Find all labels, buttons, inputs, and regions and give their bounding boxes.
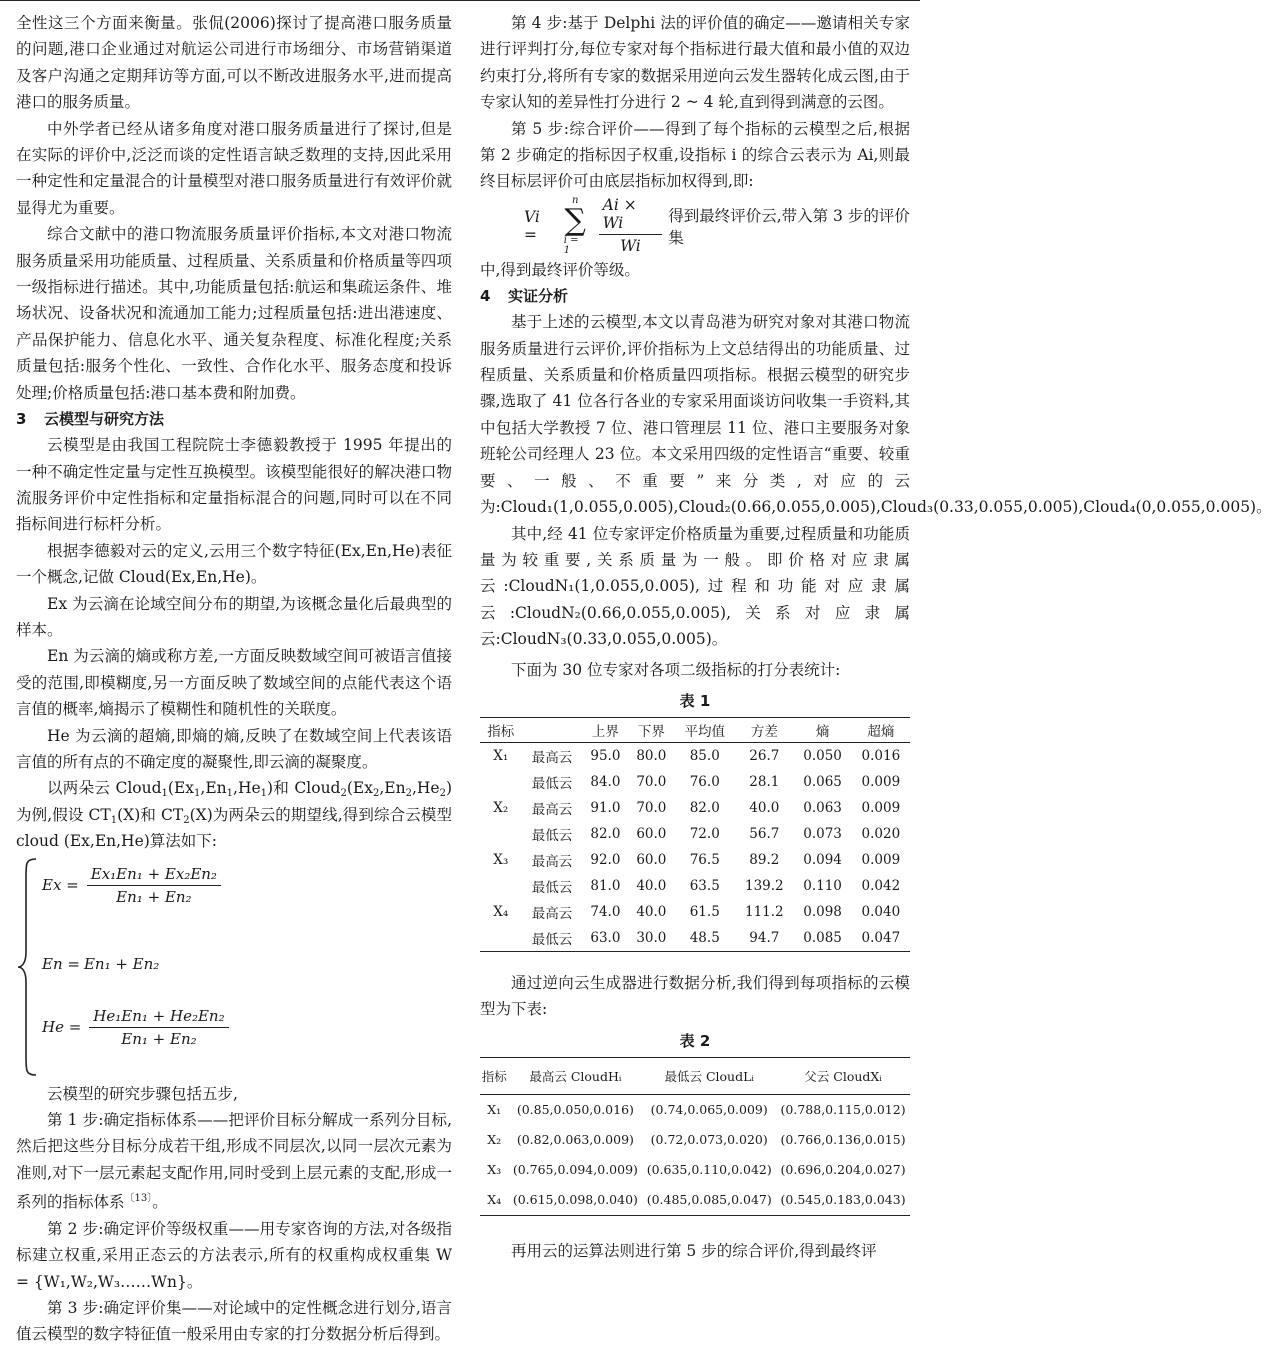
table-cell: 81.0 bbox=[590, 877, 621, 894]
table-cell: 89.2 bbox=[749, 851, 780, 868]
table-cell: 76.0 bbox=[689, 773, 720, 790]
paragraph: 第 3 步:确定评价集——对论域中的定性概念进行划分,语言值云模型的数字特征值一般采用由专家的打分数据分析后得到。 bbox=[16, 1299, 452, 1344]
table-cell: 60.0 bbox=[636, 825, 667, 842]
table-cell: 139.2 bbox=[745, 877, 784, 894]
table-row bbox=[480, 1125, 910, 1155]
paragraph: 中,得到最终评价等级。 bbox=[480, 260, 640, 279]
sigma-sum: n ∑ i = 1 bbox=[563, 194, 586, 256]
table-cell: 74.0 bbox=[590, 903, 621, 920]
paragraph: Ex 为云滴在论域空间分布的期望,为该概念量化后最典型的样本。 bbox=[16, 594, 452, 639]
table-cell: 40.0 bbox=[636, 903, 667, 920]
table-row bbox=[480, 1094, 910, 1125]
table-cell: (0.635,0.110,0.042) bbox=[646, 1162, 772, 1178]
table1-header-cell: 平均值 bbox=[674, 717, 735, 742]
table-cell: 80.0 bbox=[636, 747, 667, 764]
table-cell: X₃ bbox=[487, 1162, 502, 1178]
table2-header-cell: 最低云 CloudLᵢ bbox=[642, 1057, 776, 1094]
paragraph: He 为云滴的超熵,即熵的熵,反映了在数域空间上代表该语言值的所有点的不确定度的凝聚性,即云滴的凝聚度。 bbox=[16, 726, 452, 771]
table-cell bbox=[480, 873, 522, 899]
paragraph: 第 1 步:确定指标体系——把评价目标分解成一系列分目标,然后把这些分目标分成若干组,形成不同层次,以同一层次元素为准则,对下一层元素起支配作用,同时受到上层元素的支配,形成一系列的指标体系$^{〔13〕}$。 bbox=[16, 1111, 452, 1212]
paragraph: 全性这三个方面来衡量。张侃(2006)探讨了提高港口服务质量的问题,港口企业通过对航运公司进行市场细分、市场营销渠道及客户沟通之定期拜访等方面,可以不断改进服务水平,进而提高港口的服务质量。 bbox=[16, 14, 452, 112]
table-cell: (0.766,0.136,0.015) bbox=[780, 1132, 906, 1148]
top-rule bbox=[0, 0, 920, 1]
table-row bbox=[480, 1155, 910, 1185]
table-cell: 最高云 bbox=[531, 801, 573, 818]
table1-header-cell bbox=[522, 717, 583, 742]
table-cell: 95.0 bbox=[590, 747, 621, 764]
table-cell: 28.1 bbox=[749, 773, 780, 790]
paragraph: 以两朵云 $Cloud_1(Ex_1,En_1,He_1)$和 $Cloud_2(Ex_2,En_2,He_2)$为例,假设 $CT_1(X)$和 $CT_2(X)$为两朵云的期望线,得到综合云模型 cloud (Ex,En,He)算法如下: bbox=[16, 779, 453, 851]
table-cell: 0.073 bbox=[803, 825, 842, 842]
table-cell: (0.74,0.065,0.009) bbox=[650, 1102, 768, 1118]
table-cell: 0.009 bbox=[861, 851, 901, 868]
table-row bbox=[480, 873, 910, 899]
right-column bbox=[480, 10, 1272, 1264]
table-cell: 最低云 bbox=[531, 775, 573, 792]
table-cell: 70.0 bbox=[636, 799, 667, 816]
table1-header-cell: 方差 bbox=[735, 717, 793, 742]
citation: 〔13〕 bbox=[124, 1193, 153, 1205]
table-cell: 0.094 bbox=[803, 851, 842, 868]
table-row bbox=[480, 769, 910, 795]
table-cell: 84.0 bbox=[590, 773, 621, 790]
table2-header-cell: 指标 bbox=[480, 1057, 508, 1094]
table-cell: 85.0 bbox=[689, 747, 720, 764]
table-1 bbox=[480, 717, 910, 952]
section-heading-3 bbox=[16, 406, 452, 432]
paragraph: 云模型的研究步骤包括五步, bbox=[47, 1084, 238, 1103]
paragraph: 其中,经 41 位专家评定价格质量为重要,过程质量和功能质量为较重要,关系质量为一般。即价格对应隶属云:CloudN₁(1,0.055,0.005),过程和功能对应隶属云:CloudN₂(0.66,0.055,0.005),关系对应隶属云:CloudN₃(0.33,0.055,0.005)。 bbox=[480, 524, 910, 649]
table1-header-cell: 指标 bbox=[480, 717, 522, 742]
table-cell bbox=[480, 769, 522, 795]
table-cell: 91.0 bbox=[590, 799, 621, 816]
table-cell: X₄ bbox=[480, 1185, 508, 1216]
table-cell: 0.016 bbox=[861, 747, 901, 764]
table-cell bbox=[480, 925, 522, 952]
table-cell: 111.2 bbox=[745, 903, 784, 920]
table-cell: 0.040 bbox=[861, 903, 901, 920]
table-cell: 70.0 bbox=[636, 773, 667, 790]
table-cell: X₁ bbox=[487, 1102, 502, 1118]
table-cell: X₃ bbox=[493, 851, 509, 868]
paragraph: 再用云的运算法则进行第 5 步的综合评价,得到最终评 bbox=[511, 1241, 877, 1260]
table-cell: (0.765,0.094,0.009) bbox=[512, 1162, 638, 1178]
eq-he: He = $\frac{\text{He₁En₁ + He₂En₂}}{\text{En₁ + En₂}}$ bbox=[42, 1007, 229, 1048]
table-cell: 0.009 bbox=[861, 773, 901, 790]
table-cell: 0.020 bbox=[861, 825, 901, 842]
paragraph: 根据李德毅对云的定义,云用三个数字特征(Ex,En,He)表征一个概念,记做 Cloud(Ex,En,He)。 bbox=[16, 541, 452, 587]
table-cell: 0.042 bbox=[861, 877, 901, 894]
paragraph: 综合文献中的港口物流服务质量评价指标,本文对港口物流服务质量采用功能质量、过程质量、关系质量和价格质量等四项一级指标进行描述。其中,功能质量包括:航运和集疏运条件、堆场状况、设备状况和流通加工能力;过程质量包括:进出港速度、产品保护能力、信息化水平、通关复杂程度、标准化程度;关系质量包括:服务个性化、一致性、合作化水平、服务态度和投诉处理;价格质量包括:港口基本费和附加费。 bbox=[16, 225, 452, 402]
eq-ex: Ex = $\frac{\text{Ex₁En₁ + Ex₂En₂}}{\text{En₁ + En₂}}$ bbox=[42, 865, 221, 906]
table-cell: X₄ bbox=[493, 903, 509, 920]
table-cell: X₂ bbox=[493, 799, 509, 816]
table-cell: (0.85,0.050,0.016) bbox=[516, 1102, 634, 1118]
table-row bbox=[480, 847, 910, 873]
paragraph: 基于上述的云模型,本文以青岛港为研究对象对其港口物流服务质量进行云评价,评价指标为上文总结得出的功能质量、过程质量、关系质量和价格质量四项指标。根据云模型的研究步骤,选取了 41 位各行各业的专家采用面谈访问收集一手资料,其中包括大学教授 7 位、港口管理层 11 位、港口主要服务对象班轮公司经理人 23 位。本文采用四级的定性语言“重要、较重要、一般、不重要”来分类,对应的云为:Cloud₁(1,0.055,0.005),Cloud₂(0.66,0.055,0.005),Cloud₃(0.33,0.055,0.005),Cloud₄(0,0.055,0.005)。 bbox=[480, 313, 1272, 517]
table-cell: 63.5 bbox=[689, 877, 720, 894]
section-heading-4 bbox=[480, 283, 910, 309]
paragraph: 中外学者已经从诸多角度对港口服务质量进行了探讨,但是在实际的评价中,泛泛而谈的定性语言缺乏数理的支持,因此采用一种定性和定量混合的计量模型对港口服务质量进行有效评价就显得尤为重要。 bbox=[16, 119, 452, 217]
table-cell: 0.050 bbox=[803, 747, 842, 764]
table-cell: 72.0 bbox=[689, 825, 720, 842]
table1-header-cell: 上界 bbox=[582, 717, 628, 742]
left-column bbox=[16, 10, 452, 1348]
table-cell: (0.72,0.073,0.020) bbox=[650, 1132, 768, 1148]
table-cell: (0.788,0.115,0.012) bbox=[780, 1102, 906, 1118]
table-cell bbox=[480, 821, 522, 847]
table-cell: 0.110 bbox=[803, 877, 842, 894]
table-cell: 最高云 bbox=[531, 853, 573, 870]
table-row bbox=[480, 899, 910, 925]
table-cell: X₁ bbox=[493, 747, 509, 764]
table-cell: 26.7 bbox=[749, 747, 780, 764]
paragraph: 云模型是由我国工程院院士李德毅教授于 1995 年提出的一种不确定性定量与定性互换模型。该模型能很好的解决港口物流服务评价中定性指标和定量指标混合的问题,同时可以在不同指标间进行标杆分析。 bbox=[16, 436, 452, 534]
table-cell: X₂ bbox=[487, 1132, 502, 1148]
vi-formula: Vi = n ∑ i = 1 $\frac{Ai \times Wi}{Wi}$ 得到最终评价云,带入第 3 步的评价集 bbox=[524, 194, 910, 256]
table-cell: 48.5 bbox=[674, 925, 735, 952]
table1-header-cell: 下界 bbox=[628, 717, 674, 742]
table-row bbox=[480, 795, 910, 821]
section-title: 云模型与研究方法 bbox=[44, 410, 165, 429]
paragraph: 通过逆向云生成器进行数据分析,我们得到每项指标的云模型为下表: bbox=[480, 973, 910, 1019]
paragraph: 第 2 步:确定评价等级权重——用专家咨询的方法,对各级指标建立权重,采用正态云的方法表示,所有的权重构成权重集 W = {W₁,W₂,W₃……Wn}。 bbox=[16, 1219, 452, 1291]
table-row bbox=[480, 742, 910, 769]
table-cell: 0.063 bbox=[803, 799, 842, 816]
left-brace bbox=[16, 857, 38, 1077]
table2-header-cell: 父云 CloudXᵢ bbox=[776, 1057, 910, 1094]
table-cell: (0.696,0.204,0.027) bbox=[780, 1162, 906, 1178]
table-cell: 56.7 bbox=[749, 825, 780, 842]
table1-header-cell: 熵 bbox=[793, 717, 851, 742]
table-row bbox=[480, 821, 910, 847]
table-cell: 最高云 bbox=[531, 905, 573, 922]
table-cell: (0.545,0.183,0.043) bbox=[776, 1185, 910, 1216]
paragraph: 下面为 30 位专家对各项二级指标的打分表统计: bbox=[511, 660, 841, 679]
table2-header-cell: 最高云 CloudHᵢ bbox=[508, 1057, 642, 1094]
table-cell: 最高云 bbox=[531, 749, 573, 766]
table-cell: 94.7 bbox=[735, 925, 793, 952]
section-number: 3 bbox=[16, 410, 27, 429]
table-row bbox=[480, 1185, 910, 1216]
table-cell: 0.098 bbox=[803, 903, 842, 920]
table-cell: 40.0 bbox=[636, 877, 667, 894]
table-cell: 82.0 bbox=[689, 799, 720, 816]
table-row bbox=[480, 925, 910, 952]
table-2 bbox=[480, 1057, 910, 1216]
table-cell: 0.065 bbox=[803, 773, 842, 790]
paragraph: En 为云滴的熵或称方差,一方面反映数域空间可被语言值接受的范围,即模糊度,另一方面反映了数域空间的点能代表这个语言值的概率,熵揭示了模糊性和随机性的关联度。 bbox=[16, 647, 452, 719]
table-cell: (0.485,0.085,0.047) bbox=[642, 1185, 776, 1216]
cloud-formula-system bbox=[16, 857, 452, 1079]
table-cell: 0.047 bbox=[852, 925, 910, 952]
table-cell: (0.82,0.063,0.009) bbox=[516, 1132, 634, 1148]
eq-en: En = En₁ + En₂ bbox=[42, 954, 160, 973]
paragraph: 第 4 步:基于 Delphi 法的评价值的确定——邀请相关专家进行评判打分,每位专家对每个指标进行最大值和最小值的双边约束打分,将所有专家的数据采用逆向云发生器转化成云图,由于专家认知的差异性打分进行 2 ~ 4 轮,直到得到满意的云图。 bbox=[480, 14, 910, 112]
table-cell: 61.5 bbox=[689, 903, 720, 920]
table-cell: 82.0 bbox=[590, 825, 621, 842]
table-cell: 最低云 bbox=[531, 827, 573, 844]
table-cell: 76.5 bbox=[689, 851, 720, 868]
table2-caption: 表 2 bbox=[679, 1031, 711, 1050]
table-cell: 最低云 bbox=[522, 925, 583, 952]
table-cell: 40.0 bbox=[749, 799, 780, 816]
table-cell: 92.0 bbox=[590, 851, 621, 868]
table-cell: 30.0 bbox=[628, 925, 674, 952]
table-cell: 60.0 bbox=[636, 851, 667, 868]
table1-caption: 表 1 bbox=[679, 691, 711, 710]
table-cell: 63.0 bbox=[582, 925, 628, 952]
table-cell: (0.615,0.098,0.040) bbox=[508, 1185, 642, 1216]
table-cell: 最低云 bbox=[531, 879, 573, 896]
section-number: 4 bbox=[480, 287, 491, 306]
table-cell: 0.085 bbox=[793, 925, 851, 952]
table-cell: 0.009 bbox=[861, 799, 901, 816]
section-title: 实证分析 bbox=[508, 287, 569, 306]
table1-header-cell: 超熵 bbox=[852, 717, 910, 742]
paragraph: 第 5 步:综合评价——得到了每个指标的云模型之后,根据第 2 步确定的指标因子权重,设指标 i 的综合云表示为 Ai,则最终目标层评价可由底层指标加权得到,即: bbox=[480, 119, 910, 191]
